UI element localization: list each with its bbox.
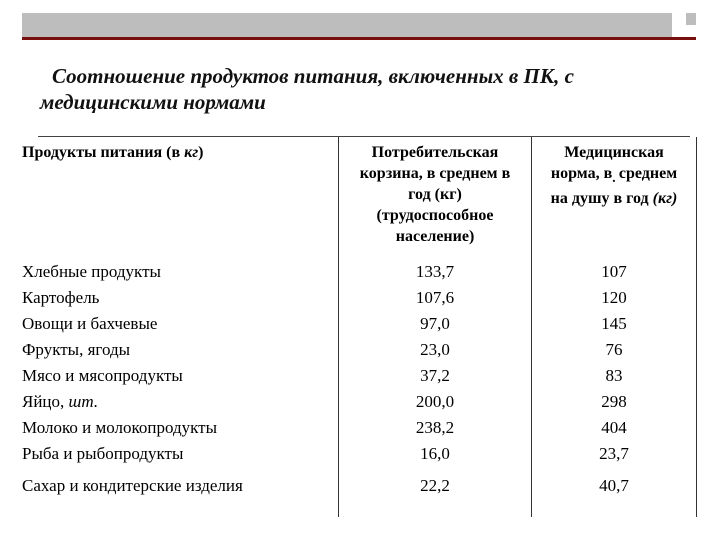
row-norm-value: 76 [605, 340, 623, 359]
row-basket-value: 16,0 [420, 444, 450, 463]
header-products-unit: кг [184, 144, 199, 161]
table-row [22, 259, 696, 285]
table-row [22, 337, 696, 363]
row-norm-value: 40,7 [599, 476, 629, 495]
table-row [22, 311, 696, 337]
row-basket-value: 22,2 [420, 476, 450, 495]
table-row [22, 389, 696, 415]
row-basket-value: 107,6 [415, 288, 455, 307]
row-product-unit: шт. [68, 392, 99, 411]
row-norm-value: 120 [601, 288, 627, 307]
header-basket-line: год (кг) [408, 186, 462, 203]
row-product: Молоко и молокопродукты [22, 418, 218, 437]
row-product: Мясо и мясопродукты [22, 366, 183, 385]
header-norm-part: среднем [618, 165, 678, 182]
row-basket-value: 200,0 [415, 392, 455, 411]
row-product: Рыба и рыбопродукты [22, 444, 184, 463]
header-basket [340, 142, 530, 247]
row-product: Сахар и кондитерские изделия [22, 476, 243, 495]
row-basket-value: 37,2 [420, 366, 450, 385]
header-norm-line [533, 188, 695, 209]
header-norm-line [533, 163, 695, 188]
header-basket-line: Потребительская [371, 144, 499, 161]
row-product: Хлебные продукты [22, 262, 161, 281]
row-basket-value: 133,7 [415, 262, 455, 281]
row-product: Картофель [22, 288, 100, 307]
header-products-close: ) [198, 144, 204, 161]
table-row [22, 415, 696, 441]
header-basket-line: корзина, в среднем в [359, 165, 511, 182]
table-row [22, 441, 696, 467]
table-row [22, 285, 696, 311]
row-basket-value: 23,0 [420, 340, 450, 359]
row-norm-value: 23,7 [599, 444, 629, 463]
header-norm [533, 142, 695, 209]
header-norm-unit: (кг) [652, 190, 678, 208]
header-norm-part: на душу в год [550, 190, 649, 208]
row-product-text: Яйцо, [22, 392, 69, 411]
header-norm-part: норма, в [550, 165, 613, 182]
header-norm-line: Медицинская [564, 144, 664, 161]
row-norm-value: 107 [601, 262, 627, 281]
title-line-2: медицинскими нормами [40, 90, 266, 114]
table-row [22, 363, 696, 389]
title-line-1: Соотношение продуктов питания, включенных в ПК, с [52, 64, 574, 88]
header-products-text: Продукты питания (в [22, 144, 185, 161]
header-basket-line: (трудоспособное [376, 207, 494, 224]
top-decorative-bar [22, 13, 672, 37]
row-norm-value: 83 [605, 366, 623, 385]
table-top-rule [38, 136, 690, 137]
row-norm-value: 404 [601, 418, 627, 437]
row-product: Фрукты, ягоды [22, 340, 131, 359]
slide-title [40, 63, 680, 115]
row-basket-value: 238,2 [415, 418, 455, 437]
top-accent-line [22, 37, 696, 40]
row-product [22, 389, 334, 415]
header-norm-sub: . [612, 170, 619, 186]
header-products [22, 142, 332, 163]
column-divider-3 [696, 137, 697, 517]
table-row [22, 473, 696, 499]
row-basket-value: 97,0 [420, 314, 450, 333]
row-product: Овощи и бахчевые [22, 314, 158, 333]
header-basket-line: население) [395, 228, 475, 245]
row-norm-value: 145 [601, 314, 627, 333]
row-norm-value: 298 [601, 392, 627, 411]
top-corner-square [686, 13, 696, 25]
